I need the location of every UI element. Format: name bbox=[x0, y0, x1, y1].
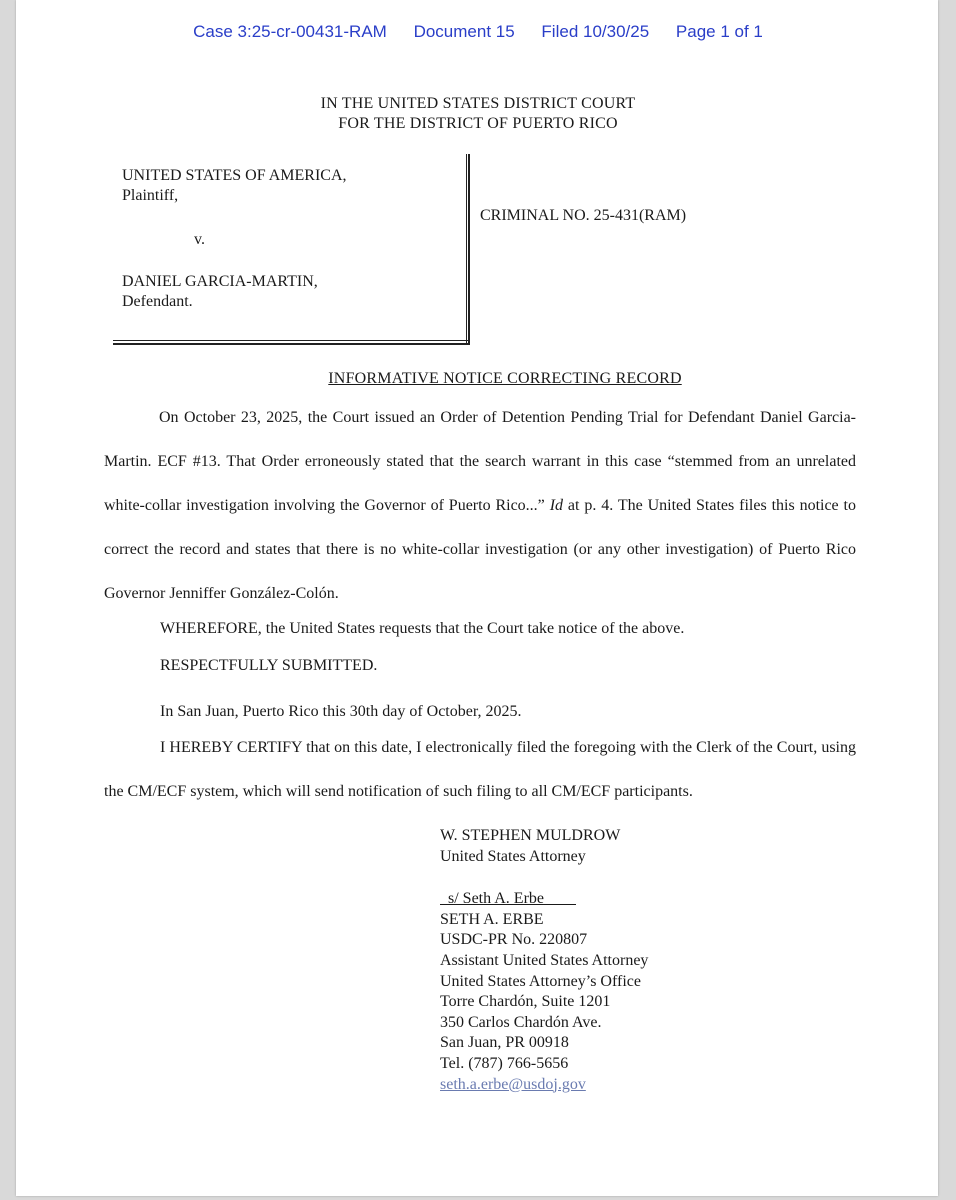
caption-horizontal-rule bbox=[113, 340, 470, 345]
filed-date: Filed 10/30/25 bbox=[541, 22, 650, 41]
plaintiff-role: Plaintiff, bbox=[122, 187, 179, 204]
office-name: United States Attorney’s Office bbox=[440, 972, 641, 990]
signer-title: Assistant United States Attorney bbox=[440, 951, 649, 969]
defendant-block bbox=[122, 272, 318, 312]
plaintiff-block bbox=[122, 166, 347, 206]
document-title: INFORMATIVE NOTICE CORRECTING RECORD bbox=[328, 370, 682, 387]
defendant-role: Defendant. bbox=[122, 293, 193, 310]
us-attorney-title: United States Attorney bbox=[440, 847, 586, 865]
address-line-2: 350 Carlos Chardón Ave. bbox=[440, 1013, 602, 1031]
telephone: Tel. (787) 766-5656 bbox=[440, 1054, 569, 1072]
p1-text-b: at p. 4. The United States files this notice to correct the record and states that there is no white-collar investigation (or any other investigation) of Puerto Rico Governor Jenniffer González-Colón. bbox=[104, 497, 856, 602]
page-indicator: Page 1 of 1 bbox=[675, 22, 763, 41]
plaintiff-name: UNITED STATES OF AMERICA, bbox=[122, 167, 347, 184]
electronic-signature: s/ Seth A. Erbe bbox=[440, 890, 576, 908]
place-date-line: In San Juan, Puerto Rico this 30th day of October, 2025. bbox=[160, 703, 522, 720]
address-line-1: Torre Chardón, Suite 1201 bbox=[440, 993, 611, 1011]
address-line-3: San Juan, PR 00918 bbox=[440, 1034, 569, 1052]
case-number: Case 3:25-cr-00431-RAM bbox=[193, 22, 387, 41]
criminal-number: CRIMINAL NO. 25-431(RAM) bbox=[480, 207, 687, 224]
p1-text-a: On October 23, 2025, the Court issued an Order of Detention Pending Trial for Defendant Daniel Garcia-Martin. ECF #13. That Order erroneously stated that the search warrant in this case “stemmed from an unrelated white-collar investigation involving the Governor of Puerto Rico...” bbox=[104, 409, 856, 514]
caption-vertical-rule bbox=[466, 154, 470, 344]
ecf-header bbox=[0, 22, 956, 42]
document-number: Document 15 bbox=[413, 22, 515, 41]
email-link[interactable]: seth.a.erbe@usdoj.gov bbox=[440, 1075, 586, 1093]
p1-id-citation: Id bbox=[549, 497, 564, 514]
court-line-2: FOR THE DISTRICT OF PUERTO RICO bbox=[338, 115, 618, 132]
body-paragraph-1 bbox=[104, 396, 856, 616]
respectfully-submitted: RESPECTFULLY SUBMITTED. bbox=[160, 657, 378, 674]
versus-label: v. bbox=[194, 231, 205, 248]
signature-block bbox=[440, 826, 648, 1095]
bar-number: USDC-PR No. 220807 bbox=[440, 931, 588, 949]
signer-name: SETH A. ERBE bbox=[440, 910, 544, 928]
court-line-1: IN THE UNITED STATES DISTRICT COURT bbox=[320, 95, 636, 112]
wherefore-paragraph: WHEREFORE, the United States requests that the Court take notice of the above. bbox=[160, 620, 685, 637]
defendant-name: DANIEL GARCIA-MARTIN, bbox=[122, 273, 318, 290]
certificate-of-service: I HEREBY CERTIFY that on this date, I electronically filed the foregoing with the Clerk of the Court, using the CM/ECF system, which will send notification of such filing to all CM/ECF participants. bbox=[104, 739, 856, 800]
court-heading bbox=[0, 94, 956, 134]
us-attorney-name: W. STEPHEN MULDROW bbox=[440, 827, 621, 844]
